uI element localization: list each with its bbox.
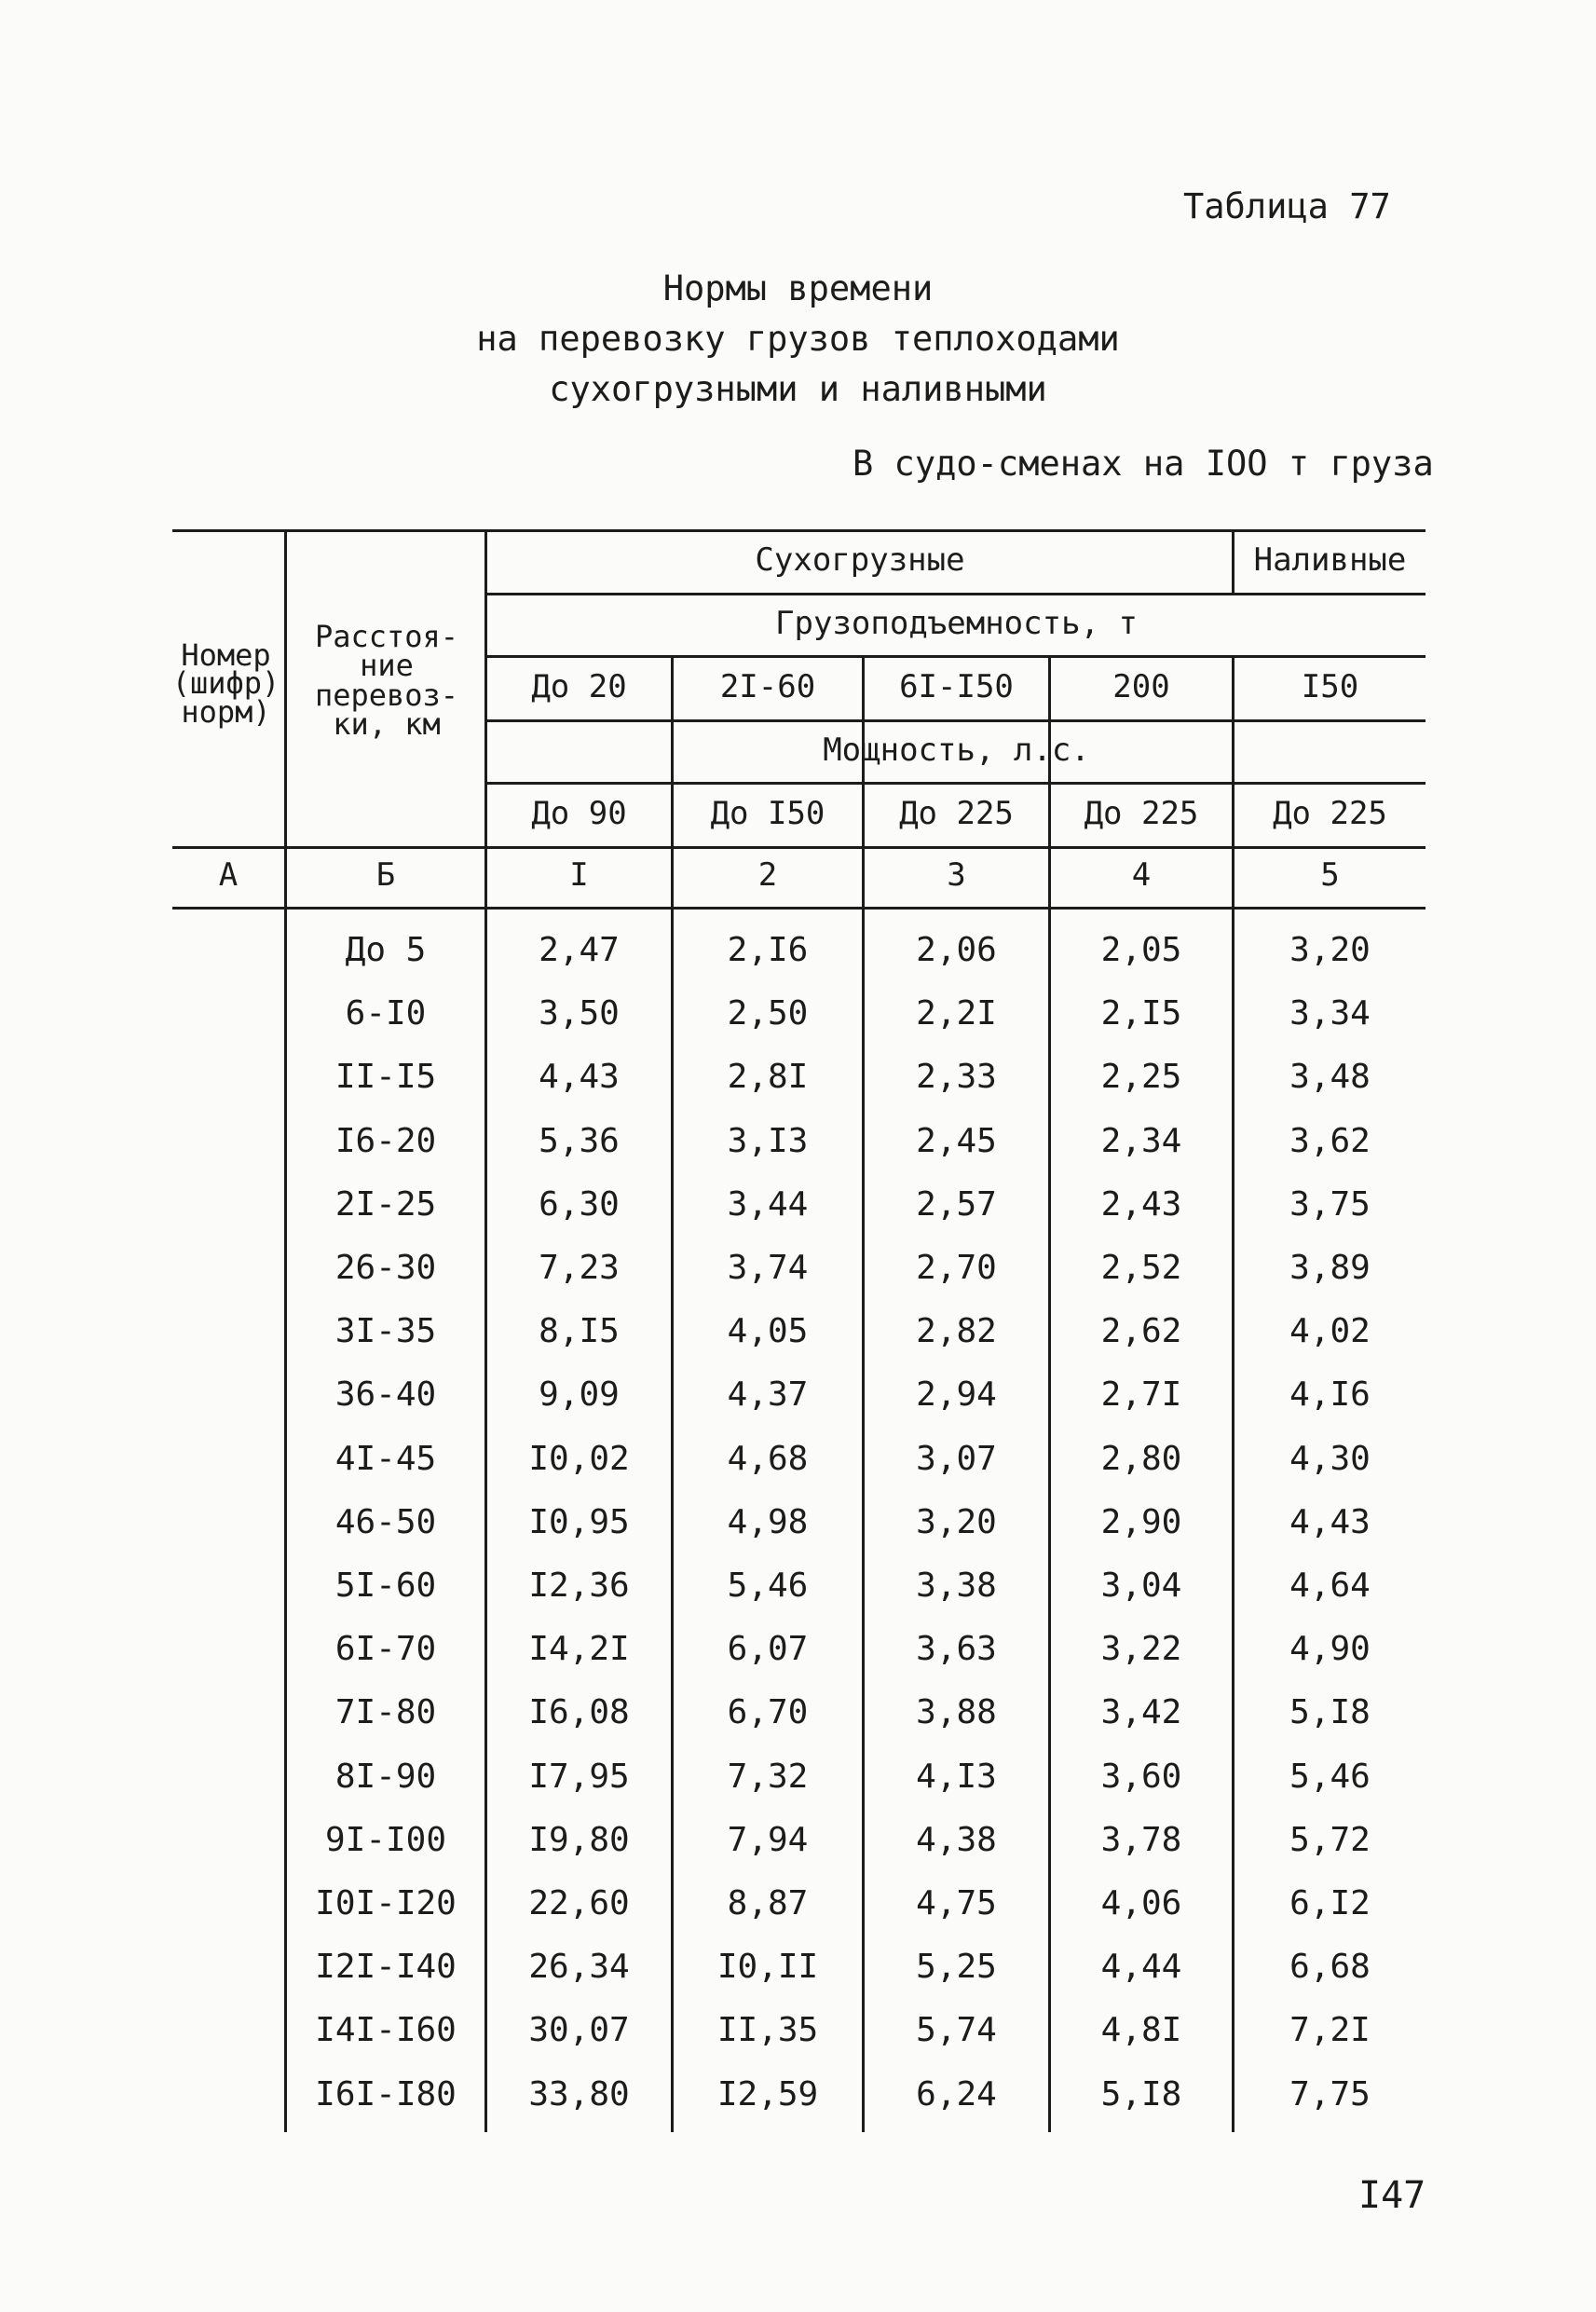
- col-code-a: А: [218, 856, 239, 894]
- value-cell-col-5: 3,34: [1289, 994, 1371, 1033]
- distance-cell: 6I-70: [334, 1630, 437, 1668]
- value-cell-col-4: 2,34: [1100, 1122, 1182, 1160]
- value-cell-col-5: 3,75: [1289, 1185, 1371, 1224]
- value-cell-col-5: 5,I8: [1289, 1693, 1371, 1731]
- value-cell-col-3: 2,2I: [916, 994, 997, 1033]
- value-cell-col-4: 3,78: [1100, 1821, 1182, 1859]
- distance-cell: 7I-80: [334, 1693, 437, 1731]
- value-cell-col-2: 4,05: [727, 1312, 809, 1350]
- col-code-3: 3: [947, 856, 966, 894]
- value-cell-col-2: 3,74: [727, 1249, 809, 1287]
- value-cell-col-4: 3,60: [1100, 1758, 1182, 1796]
- header-power-1: До 90: [531, 795, 627, 832]
- value-cell-col-5: 5,46: [1289, 1758, 1371, 1796]
- table-row: [0, 1312, 1596, 1361]
- value-cell-col-4: 2,7I: [1100, 1375, 1182, 1414]
- value-cell-col-1: I6,08: [528, 1693, 630, 1731]
- value-cell-col-2: 7,32: [727, 1758, 809, 1796]
- value-cell-col-5: 4,64: [1289, 1566, 1371, 1605]
- value-cell-col-3: 5,74: [916, 2011, 997, 2049]
- header-power-4: До 225: [1084, 795, 1199, 832]
- distance-cell: 36-40: [334, 1375, 437, 1414]
- distance-cell: II-I5: [334, 1058, 437, 1096]
- value-cell-col-5: 7,2I: [1289, 2011, 1371, 2049]
- value-cell-col-5: 6,68: [1289, 1948, 1371, 1986]
- value-cell-col-3: 4,38: [916, 1821, 997, 1859]
- header-distance-col: [289, 619, 484, 743]
- distance-cell: I0I-I20: [315, 1884, 457, 1922]
- value-cell-col-4: 2,90: [1100, 1503, 1182, 1541]
- value-cell-col-3: 2,57: [916, 1185, 997, 1224]
- header-capacity-5: I50: [1301, 668, 1359, 705]
- distance-cell: I2I-I40: [315, 1948, 457, 1986]
- value-cell-col-3: 6,24: [916, 2075, 997, 2114]
- value-cell-col-3: 2,82: [916, 1312, 997, 1350]
- table-row: [0, 994, 1596, 1044]
- value-cell-col-1: 9,09: [539, 1375, 620, 1414]
- value-cell-col-4: 2,I5: [1100, 994, 1182, 1033]
- value-cell-col-2: 3,44: [727, 1185, 809, 1224]
- value-cell-col-5: 4,90: [1289, 1630, 1371, 1668]
- value-cell-col-4: 3,22: [1100, 1630, 1182, 1668]
- rule-top: [172, 529, 1425, 532]
- table-row: [0, 1950, 1596, 1997]
- rule-codes: [172, 907, 1425, 910]
- value-cell-col-1: 4,43: [539, 1058, 620, 1096]
- header-power: Мощность, л.с.: [823, 732, 1090, 769]
- value-cell-col-3: 4,I3: [916, 1758, 997, 1796]
- col-code-1: I: [569, 856, 589, 894]
- value-cell-col-5: 3,20: [1289, 931, 1371, 969]
- distance-cell: 9I-I00: [324, 1821, 447, 1859]
- header-dry-cargo: Сухогрузные: [755, 541, 965, 579]
- table-row: [0, 931, 1596, 980]
- value-cell-col-5: 6,I2: [1289, 1884, 1371, 1922]
- value-cell-col-5: 3,48: [1289, 1058, 1371, 1096]
- value-cell-col-1: I7,95: [528, 1758, 630, 1796]
- distance-cell: 4I-45: [334, 1440, 437, 1478]
- table-row: [0, 1375, 1596, 1425]
- page-number: I47: [1358, 2174, 1426, 2217]
- header-capacity-1: До 20: [531, 668, 627, 705]
- value-cell-col-5: 7,75: [1289, 2075, 1371, 2114]
- value-cell-col-2: 7,94: [727, 1821, 809, 1859]
- distance-cell: I4I-I60: [315, 2011, 457, 2049]
- value-cell-col-4: 2,62: [1100, 1312, 1182, 1350]
- value-cell-col-1: I4,2I: [528, 1630, 630, 1668]
- header-distance-line: ки, км: [333, 706, 441, 743]
- rule-group: [486, 593, 1425, 595]
- value-cell-col-1: 33,80: [528, 2075, 630, 2114]
- table-row: [0, 1060, 1596, 1107]
- header-power-3: До 225: [899, 795, 1014, 832]
- value-cell-col-4: 4,44: [1100, 1948, 1182, 1986]
- header-tanker: Наливные: [1253, 541, 1407, 579]
- value-cell-col-1: 8,I5: [539, 1312, 620, 1350]
- value-cell-col-1: 6,30: [539, 1185, 620, 1224]
- header-capacity-3: 6I-I50: [899, 668, 1014, 705]
- value-cell-col-3: 2,06: [916, 931, 997, 969]
- distance-cell: 3I-35: [334, 1312, 437, 1350]
- title-line-1: Нормы времени: [662, 268, 934, 308]
- col-code-2: 2: [757, 856, 778, 894]
- value-cell-col-2: 5,46: [727, 1566, 809, 1605]
- header-distance-line: Расстоя-: [314, 619, 459, 654]
- rule-capacities: [486, 719, 1425, 722]
- value-cell-col-3: 3,63: [916, 1630, 997, 1668]
- value-cell-col-4: 2,05: [1100, 931, 1182, 969]
- value-cell-col-2: II,35: [716, 2011, 819, 2049]
- value-cell-col-2: I0,II: [716, 1948, 819, 1986]
- value-cell-col-1: 7,23: [539, 1249, 620, 1287]
- value-cell-col-5: 5,72: [1289, 1821, 1371, 1859]
- value-cell-col-5: 4,30: [1289, 1440, 1371, 1478]
- header-number-line: (шифр): [171, 665, 280, 702]
- col-code-4: 4: [1131, 856, 1152, 894]
- value-cell-col-4: 3,04: [1100, 1566, 1182, 1605]
- value-cell-col-5: 3,62: [1289, 1122, 1371, 1160]
- distance-cell: 2I-25: [334, 1185, 437, 1224]
- value-cell-col-3: 3,38: [916, 1566, 997, 1605]
- table-label: Таблица 77: [1183, 186, 1391, 226]
- value-cell-col-2: 4,98: [727, 1503, 809, 1541]
- title-line-3: сухогрузными и наливными: [549, 369, 1047, 409]
- value-cell-col-4: 2,52: [1100, 1249, 1182, 1287]
- value-cell-col-4: 2,80: [1100, 1440, 1182, 1478]
- value-cell-col-5: 4,43: [1289, 1503, 1371, 1541]
- value-cell-col-2: I2,59: [716, 2075, 819, 2114]
- table-row: [0, 1693, 1596, 1743]
- value-cell-col-4: 3,42: [1100, 1693, 1182, 1731]
- value-cell-col-3: 5,25: [916, 1948, 997, 1986]
- table-row: [0, 1566, 1596, 1616]
- value-cell-col-3: 2,70: [916, 1249, 997, 1287]
- value-cell-col-4: 4,8I: [1100, 2011, 1182, 2049]
- table-row: [0, 1440, 1596, 1489]
- value-cell-col-1: I0,95: [528, 1503, 630, 1541]
- distance-cell: I6I-I80: [315, 2075, 457, 2114]
- value-cell-col-2: 3,I3: [727, 1122, 809, 1160]
- value-cell-col-2: 4,37: [727, 1375, 809, 1414]
- value-cell-col-3: 3,20: [916, 1503, 997, 1541]
- header-capacity: Грузоподъемность, т: [775, 605, 1138, 642]
- header-distance-line: ние: [360, 648, 414, 684]
- value-cell-col-3: 2,45: [916, 1122, 997, 1160]
- value-cell-col-1: 5,36: [539, 1122, 620, 1160]
- rule-power: [486, 782, 1425, 785]
- value-cell-col-5: 4,I6: [1289, 1375, 1371, 1414]
- table-row: [0, 1884, 1596, 1934]
- value-cell-col-2: 6,07: [727, 1630, 809, 1668]
- rule-capacity: [486, 655, 1425, 658]
- value-cell-col-1: I9,80: [528, 1821, 630, 1859]
- header-capacity-4: 200: [1112, 668, 1170, 705]
- header-distance-line: перевоз-: [314, 677, 459, 713]
- units-caption: В судо-сменах на IOO т груза: [853, 444, 1434, 484]
- table-row: [0, 1630, 1596, 1679]
- header-number-line: Номер: [181, 637, 271, 673]
- value-cell-col-5: 3,89: [1289, 1249, 1371, 1287]
- header-number-line: норм): [181, 693, 271, 730]
- value-cell-col-2: 4,68: [727, 1440, 809, 1478]
- header-number-col: [168, 637, 284, 730]
- header-power-5: До 225: [1273, 795, 1387, 832]
- value-cell-col-1: I2,36: [528, 1566, 630, 1605]
- distance-cell: 8I-90: [334, 1758, 437, 1796]
- value-cell-col-4: 4,06: [1100, 1884, 1182, 1922]
- distance-cell: До 5: [345, 931, 427, 969]
- table-row: [0, 2075, 1596, 2125]
- table-row: [0, 2011, 1596, 2060]
- distance-cell: 6-I0: [345, 994, 427, 1033]
- value-cell-col-3: 3,88: [916, 1693, 997, 1731]
- header-capacity-2: 2I-60: [719, 668, 816, 705]
- value-cell-col-2: 2,I6: [727, 931, 809, 969]
- distance-cell: 26-30: [334, 1249, 437, 1287]
- value-cell-col-3: 2,94: [916, 1375, 997, 1414]
- value-cell-col-1: 26,34: [528, 1948, 630, 1986]
- table-row: [0, 1249, 1596, 1298]
- value-cell-col-2: 8,87: [727, 1884, 809, 1922]
- col-code-b: Б: [375, 856, 396, 894]
- value-cell-col-1: I0,02: [528, 1440, 630, 1478]
- value-cell-col-1: 22,60: [528, 1884, 630, 1922]
- table-row: [0, 1185, 1596, 1235]
- table-row: [0, 1821, 1596, 1870]
- distance-cell: I6-20: [334, 1122, 437, 1160]
- value-cell-col-3: 2,33: [916, 1058, 997, 1096]
- title-line-2: на перевозку грузов теплоходами: [476, 319, 1120, 359]
- value-cell-col-1: 2,47: [539, 931, 620, 969]
- value-cell-col-1: 30,07: [528, 2011, 630, 2049]
- rule-powers: [172, 846, 1425, 849]
- value-cell-col-3: 4,75: [916, 1884, 997, 1922]
- table-row: [0, 1122, 1596, 1171]
- value-cell-col-4: 5,I8: [1100, 2075, 1182, 2114]
- header-power-2: До I50: [710, 795, 825, 832]
- col-code-5: 5: [1320, 856, 1340, 894]
- table-row: [0, 1503, 1596, 1553]
- value-cell-col-4: 2,43: [1100, 1185, 1182, 1224]
- value-cell-col-2: 2,50: [727, 994, 809, 1033]
- value-cell-col-1: 3,50: [539, 994, 620, 1033]
- value-cell-col-2: 2,8I: [727, 1058, 809, 1096]
- value-cell-col-4: 2,25: [1100, 1058, 1182, 1096]
- distance-cell: 46-50: [334, 1503, 437, 1541]
- distance-cell: 5I-60: [334, 1566, 437, 1605]
- table-row: [0, 1760, 1596, 1807]
- value-cell-col-3: 3,07: [916, 1440, 997, 1478]
- value-cell-col-5: 4,02: [1289, 1312, 1371, 1350]
- value-cell-col-2: 6,70: [727, 1693, 809, 1731]
